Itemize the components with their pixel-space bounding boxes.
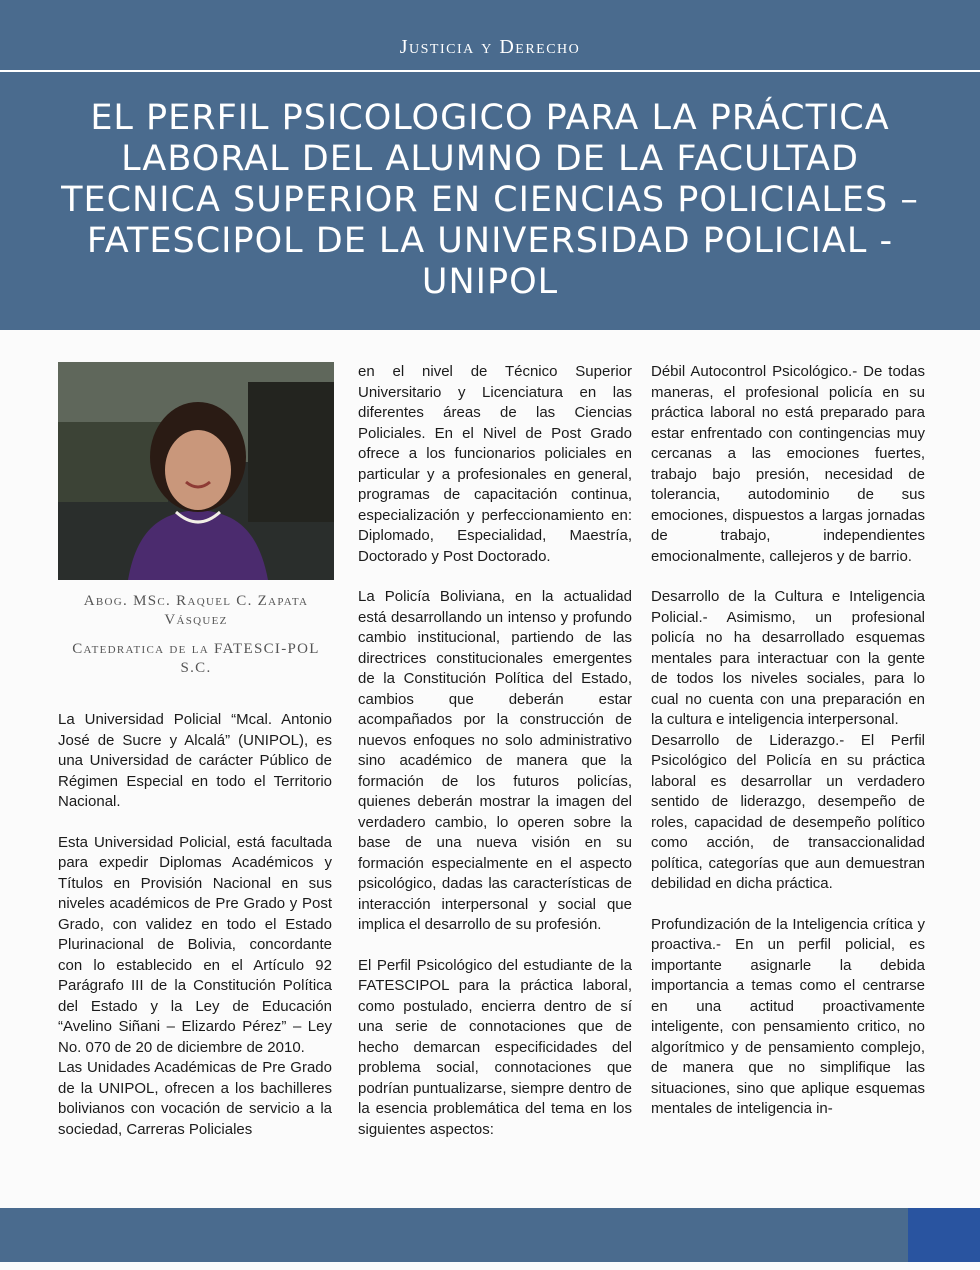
author-role: Catedratica de la FATESCI-POL S.C. [72, 641, 320, 676]
footer-bar [0, 1208, 980, 1262]
paragraph: Profundización de la Inteligencia crítica y proactiva.- En un perfil policial, es importante asignarle la debida importancia a temas como el centrarse en una actitud proactivamente inteligente, con pensamiento critico, no algorítmico y de pensamiento complejo, de manera que no simplifique las situaciones, sino que aplique esquemas mentales de inteligencia in- [651, 915, 925, 1117]
paragraph: La Policía Boliviana, en la actualidad está desarrollando un intenso y profundo cambio institucional, partiendo de las directrices constitucionales emergentes de la Constitución Política del Estado, cambios que deberán estar acompañados por la construcción de nuevos enfoques no solo administrativo sino académico de manera que la formación de los futuros policías, quienes deberán mostrar la imagen del verdadero cambio, lo operen sobre la base de una nueva visión en su formación especialmente en el aspecto psicológico, dadas las características de interacción interpersonal y social que implica el desarrollo de su profesión. [358, 588, 632, 933]
paragraph: El Perfil Psicológico del estudiante de la FATESCIPOL para la práctica laboral, como postulado, encierra dentro de sí una serie de connotaciones que de hecho demarcan especificidades del problema social, connotaciones que podrían puntualizarse, siempre dentro de la esencia problemática del tema en los siguientes aspectos: [358, 956, 632, 1138]
footer-accent [908, 1208, 980, 1262]
header-banner [0, 0, 980, 330]
article-title: EL PERFIL PSICOLOGICO PARA LA PRÁCTICA LABORAL DEL ALUMNO DE LA FACULTAD TECNICA SUPERIOR EN CIENCIAS POLICIALES – FATESCIPOL DE LA UNIVERSIDAD POLICIAL - UNIPOL [61, 98, 919, 302]
text-column-1 [58, 710, 332, 1140]
header-divider [0, 70, 980, 72]
text-column-2 [358, 362, 632, 1140]
paragraph: en el nivel de Técnico Superior Universitario y Licenciatura en las diferentes áreas de las Ciencias Policiales. En el Nivel de Post Grado ofrece a los funcionarios policiales en particular y a profesionales en general, programas de capacitación continua, especialización y perfeccionamiento en: Diplomado, Especialidad, Maestría, Doctorado y Post Doctorado. [358, 363, 632, 565]
paragraph: Las Unidades Académicas de Pre Grado de la UNIPOL, ofrecen a los bachilleres bolivianos con vocación de servicio a la sociedad, Carreras Policiales [58, 1059, 332, 1138]
paragraph: Desarrollo de la Cultura e Inteligencia Policial.- Asimismo, un profesional policía no ha desarrollado esquemas mentales para interactuar con la gente de todos los niveles sociales, para lo cual no cuenta con una preparación en la cultura e inteligencia interpersonal. [651, 588, 925, 728]
author-photo [58, 362, 334, 580]
paragraph: La Universidad Policial “Mcal. Antonio José de Sucre y Alcalá” (UNIPOL), es una Universidad de carácter Público de Régimen Especial en todo el Territorio Nacional. [58, 711, 332, 810]
paragraph: Esta Universidad Policial, está facultada para expedir Diplomas Académicos y Títulos en Provisión Nacional en sus niveles académicos de Pre Grado y Post Grado, con validez en todo el Estado Plurinacional de Bolivia, concordante con lo establecido en el Artículo 92 Parágrafo III de la Constitución Política del Estado y la Ley de Educación “Avelino Siñani – Elizardo Pérez” – Ley No. 070 de 20 de diciembre de 2010. [58, 833, 332, 1056]
paragraph: Débil Autocontrol Psicológico.- De todas maneras, el profesional policía en su práctica laboral no está preparado para estar enfrentado con contingencias muy cercanas a las emociones fuertes, trabajo bajo presión, necesidad de tolerancia, autodominio de sus emociones, dispuestos a largas jornadas de trabajo, independientes emocionalmente, callejeros y de barrio. [651, 363, 925, 565]
section-label: Justicia y Derecho [399, 36, 581, 58]
author-name: Abog. MSc. Raquel C. Zapata Vásquez [83, 593, 309, 628]
paragraph: Desarrollo de Liderazgo.- El Perfil Psicológico del Policía en su práctica laboral es desarrollar un verdadero sentido de liderazgo, desempeño de roles, capacidad de desempeño político como acción, de transaccionalidad política, categorías que aun demuestran debilidad en dicha práctica. [651, 731, 925, 892]
text-column-3 [651, 362, 925, 1120]
